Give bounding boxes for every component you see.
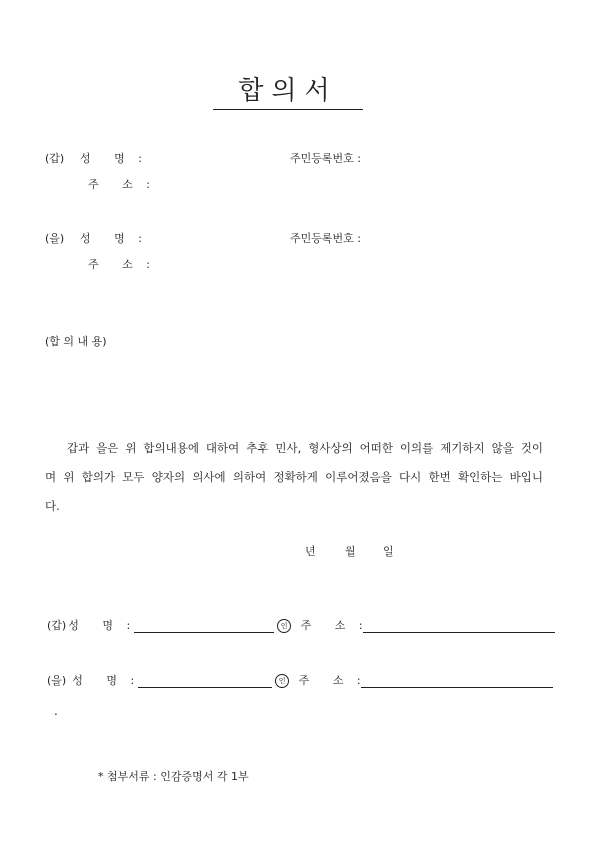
date-month: 월	[345, 545, 356, 558]
signature-b-name-line[interactable]	[138, 675, 272, 688]
party-b-id-label: 주민등록번호 :	[290, 232, 361, 245]
section-heading: (합 의 내 용)	[45, 335, 107, 348]
party-a-address-label: 주 소 :	[88, 178, 150, 191]
agreement-text: 갑과 을은 위 합의내용에 대하여 추후 민사, 형사상의 어떠한 이의를 제기하지 않을 것이며 위 합의가 모두 양자의 의사에 의하여 정확하게 이루어졌음을 다시 한번 확인하는 바입니다.	[45, 441, 543, 513]
seal-icon: 인	[275, 674, 289, 688]
signature-b-row: (을) 성 명 : 인 주 소 :	[47, 672, 553, 688]
party-b-label: (을)	[45, 232, 65, 245]
party-a-id-label: 주민등록번호 :	[290, 152, 361, 165]
signature-b-label: (을)	[47, 674, 67, 687]
party-a-name-label: 성 명 :	[80, 152, 142, 165]
signature-a-row: (갑) 성 명 : 인 주 소 :	[47, 617, 555, 633]
document-title: 합의서	[213, 70, 363, 110]
signature-a-label: (갑)	[47, 619, 67, 632]
stray-dot: .	[54, 704, 58, 718]
party-b-name-label: 성 명 :	[80, 232, 142, 245]
date-day: 일	[383, 545, 394, 558]
party-a-label: (갑)	[45, 152, 65, 165]
party-b-address-label: 주 소 :	[88, 258, 150, 271]
date-year: 년	[305, 545, 316, 558]
signature-b-address-line[interactable]	[361, 675, 553, 688]
signature-a-name-line[interactable]	[134, 620, 274, 633]
attachment-note: * 첨부서류 : 인감증명서 각 1부	[98, 770, 249, 783]
seal-icon: 인	[277, 619, 291, 633]
signature-a-address-line[interactable]	[363, 620, 555, 633]
